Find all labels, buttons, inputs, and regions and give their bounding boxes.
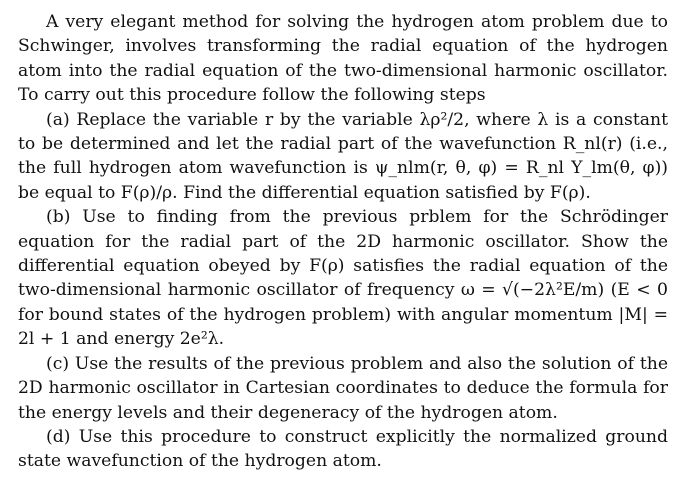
paragraph-intro: A very elegant method for solving the hydrogen atom problem due to Schwinger, involves transforming the radial equation of the hydrogen atom into the radial equation of the two-dimensional harmonic oscillator. To carry out this procedure follow the following steps [18, 12, 668, 106]
paragraph-part-b: (b) Use to finding from the previous prblem for the Schrödinger equation for the radial part of the 2D harmonic oscillator. Show the differential equation obeyed by F(ρ) satisfies the radial equation of the two-dimensional harmonic oscillator of frequency ω = √(−2λ²E/m) (E < 0 for bound states of the hydrogen problem) with angular momentum |M| = 2l + 1 and energy 2e²λ. [18, 207, 668, 350]
problem-text [18, 10, 668, 474]
paragraph-part-a: (a) Replace the variable r by the variable λρ²/2, where λ is a constant to be determined and let the radial part of the wavefunction R_nl(r) (i.e., the full hydrogen atom wavefunction is ψ_nlm(r, θ, φ) = R_nl Y_lm(θ, φ)) be equal to F(ρ)/ρ. Find the differential equation satisfied by F(ρ). [18, 109, 668, 203]
paragraph-part-d: (d) Use this procedure to construct explicitly the normalized ground state wavefunction of the hydrogen atom. [18, 426, 668, 472]
paragraph-part-c: (c) Use the results of the previous problem and also the solution of the 2D harmonic oscillator in Cartesian coordinates to deduce the formula for the energy levels and their degeneracy of the hydrogen atom. [18, 353, 668, 423]
